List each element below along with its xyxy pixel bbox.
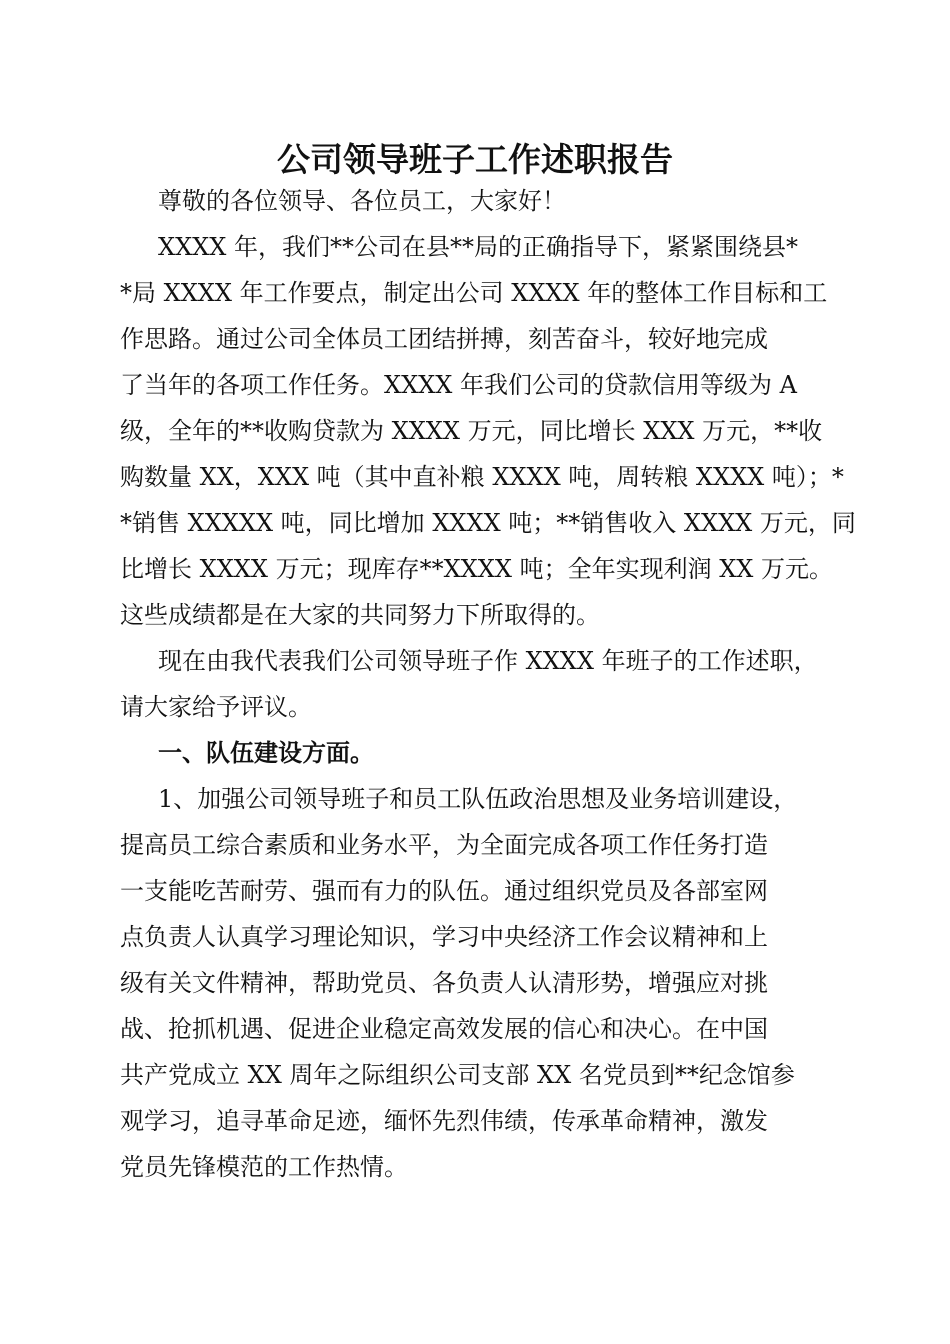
paragraph-line: 这些成绩都是在大家的共同努力下所取得的。 — [120, 601, 600, 629]
paragraph-line: 观学习，追寻革命足迹，缅怀先烈伟绩，传承革命精神，激发 — [120, 1107, 768, 1135]
document-body — [120, 178, 856, 1190]
paragraph-line: 作思路。通过公司全体员工团结拼搏，刻苦奋斗，较好地完成 — [120, 325, 768, 353]
salutation-line: 尊敬的各位领导、各位员工，大家好！ — [158, 187, 566, 215]
paragraph-line: 提高员工综合素质和业务水平，为全面完成各项工作任务打造 — [120, 831, 768, 859]
paragraph-line: 战、抢抓机遇、促进企业稳定高效发展的信心和决心。在中国 — [120, 1015, 768, 1043]
document-title: 公司领导班子工作述职报告 — [277, 140, 673, 179]
paragraph-line: *局 XXXX 年工作要点，制定出公司 XXXX 年的整体工作目标和工 — [120, 279, 828, 307]
paragraph-line: 级有关文件精神，帮助党员、各负责人认清形势，增强应对挑 — [120, 969, 768, 997]
paragraph-line: 了当年的各项工作任务。XXXX 年我们公司的贷款信用等级为 A — [120, 371, 797, 399]
paragraph-line: 比增长 XXXX 万元；现库存**XXXX 吨；全年实现利润 XX 万元。 — [120, 555, 834, 583]
paragraph-line: XXXX 年，我们**公司在县**局的正确指导下，紧紧围绕县* — [158, 233, 798, 261]
paragraph-line: *销售 XXXXX 吨，同比增加 XXXX 吨；**销售收入 XXXX 万元，同 — [120, 509, 856, 537]
paragraph-line: 一支能吃苦耐劳、强而有力的队伍。通过组织党员及各部室网 — [120, 877, 768, 905]
paragraph-line: 级，全年的**收购贷款为 XXXX 万元，同比增长 XXX 万元，**收 — [120, 417, 823, 445]
paragraph-line: 共产党成立 XX 周年之际组织公司支部 XX 名党员到**纪念馆参 — [120, 1061, 795, 1089]
paragraph-line: 现在由我代表我们公司领导班子作 XXXX 年班子的工作述职， — [158, 647, 818, 675]
paragraph-line: 购数量 XX，XXX 吨（其中直补粮 XXXX 吨，周转粮 XXXX 吨）；* — [120, 463, 844, 491]
paragraph-line: 1、加强公司领导班子和员工队伍政治思想及业务培训建设， — [158, 785, 798, 813]
section-heading: 一、队伍建设方面。 — [158, 739, 374, 767]
paragraph-line: 党员先锋模范的工作热情。 — [120, 1153, 408, 1181]
paragraph-line: 请大家给予评议。 — [120, 693, 312, 721]
paragraph-line: 点负责人认真学习理论知识，学习中央经济工作会议精神和上 — [120, 923, 768, 951]
